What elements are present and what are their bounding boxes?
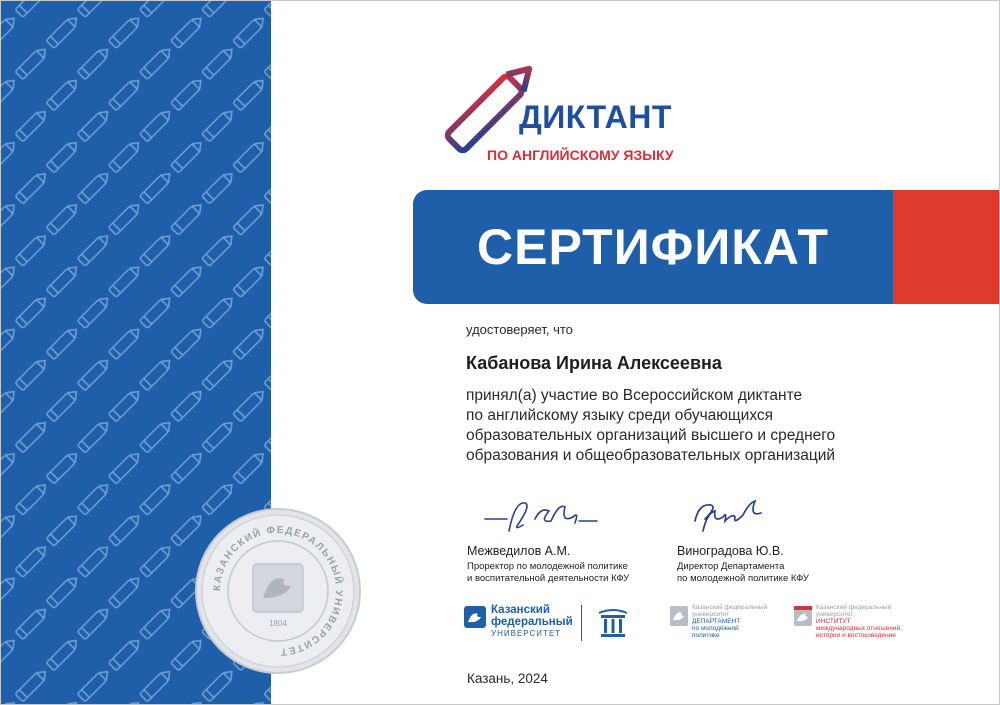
department-logo-icon (669, 605, 689, 627)
body-line: по английскому языку среди обучающихся (466, 407, 774, 424)
institute-logo-text (816, 604, 902, 639)
recipient-name: Кабанова Ирина Алексеевна (466, 353, 722, 373)
kfu-logo-line: федеральный (491, 616, 573, 628)
banner-red-accent (893, 190, 1000, 304)
institute-logo-line: международных отношений, (816, 625, 902, 632)
kfu-logo-icon (463, 605, 487, 629)
kfu-logo-line: УНИВЕРСИТЕТ (491, 629, 562, 638)
body-line: образования и общеобразовательных организаций (466, 447, 836, 464)
institute-logo-icon (793, 605, 813, 627)
institute-logo-line: истории и востоковедения (816, 632, 896, 639)
department-logo-text (692, 604, 767, 639)
partner-logos (463, 601, 923, 651)
kfu-seal-icon (193, 506, 363, 676)
department-logo-line: ДЕПАРТАМЕНТ (692, 618, 741, 625)
logo-divider (581, 605, 582, 641)
signatory-1-role-line: и воспитательной деятельности КФУ (467, 573, 630, 584)
institute-logo-line: ИНСТИТУТ (816, 618, 851, 625)
body-line: принял(а) участие во Всероссийском диктанте (466, 387, 803, 404)
certificate-body (466, 386, 835, 466)
department-logo-line: университет (692, 611, 730, 618)
city-year: Казань, 2024 (467, 671, 548, 686)
institute-logo-line: Казанский федеральный (816, 604, 892, 611)
signature-1-icon (479, 493, 609, 539)
certificate-banner (413, 190, 893, 304)
department-logo-line: политике (692, 632, 720, 639)
signatory-2-name: Виноградова Ю.В. (677, 544, 784, 558)
kfu-logo-text (491, 604, 573, 640)
institute-logo-line: университет (816, 611, 854, 618)
columns-emblem-icon (595, 605, 631, 641)
seal-ring-text: КАЗАНСКИЙ ФЕДЕРАЛЬНЫЙ УНИВЕРСИТЕТ (211, 524, 345, 658)
signatory-2-role-line: по молодежной политике КФУ (677, 573, 809, 584)
signatory-1-name: Межведилов А.М. (467, 544, 571, 558)
signature-2-icon (689, 491, 769, 537)
department-logo-line: по молодёжной (692, 625, 739, 632)
certifies-label: удостоверяет, что (466, 322, 573, 337)
seal-year: 1804 (269, 619, 287, 628)
logo-subtitle: ПО АНГЛИЙСКОМУ ЯЗЫКУ (487, 147, 674, 163)
body-line: образовательных организаций высшего и среднего (466, 427, 836, 444)
dictation-logo (431, 47, 691, 167)
signatory-1-role (467, 561, 629, 585)
signatory-2-role-line: Директор Департамента (677, 561, 785, 572)
signatory-1-role-line: Проректор по молодежной политике (467, 561, 628, 572)
signatory-2-role (677, 561, 809, 585)
department-logo-line: Казанский федеральный (692, 604, 768, 611)
certificate-title: СЕРТИФИКАТ (477, 219, 829, 275)
kfu-logo-line: Казанский (491, 604, 550, 616)
logo-title: ДИКТАНТ (519, 99, 672, 135)
